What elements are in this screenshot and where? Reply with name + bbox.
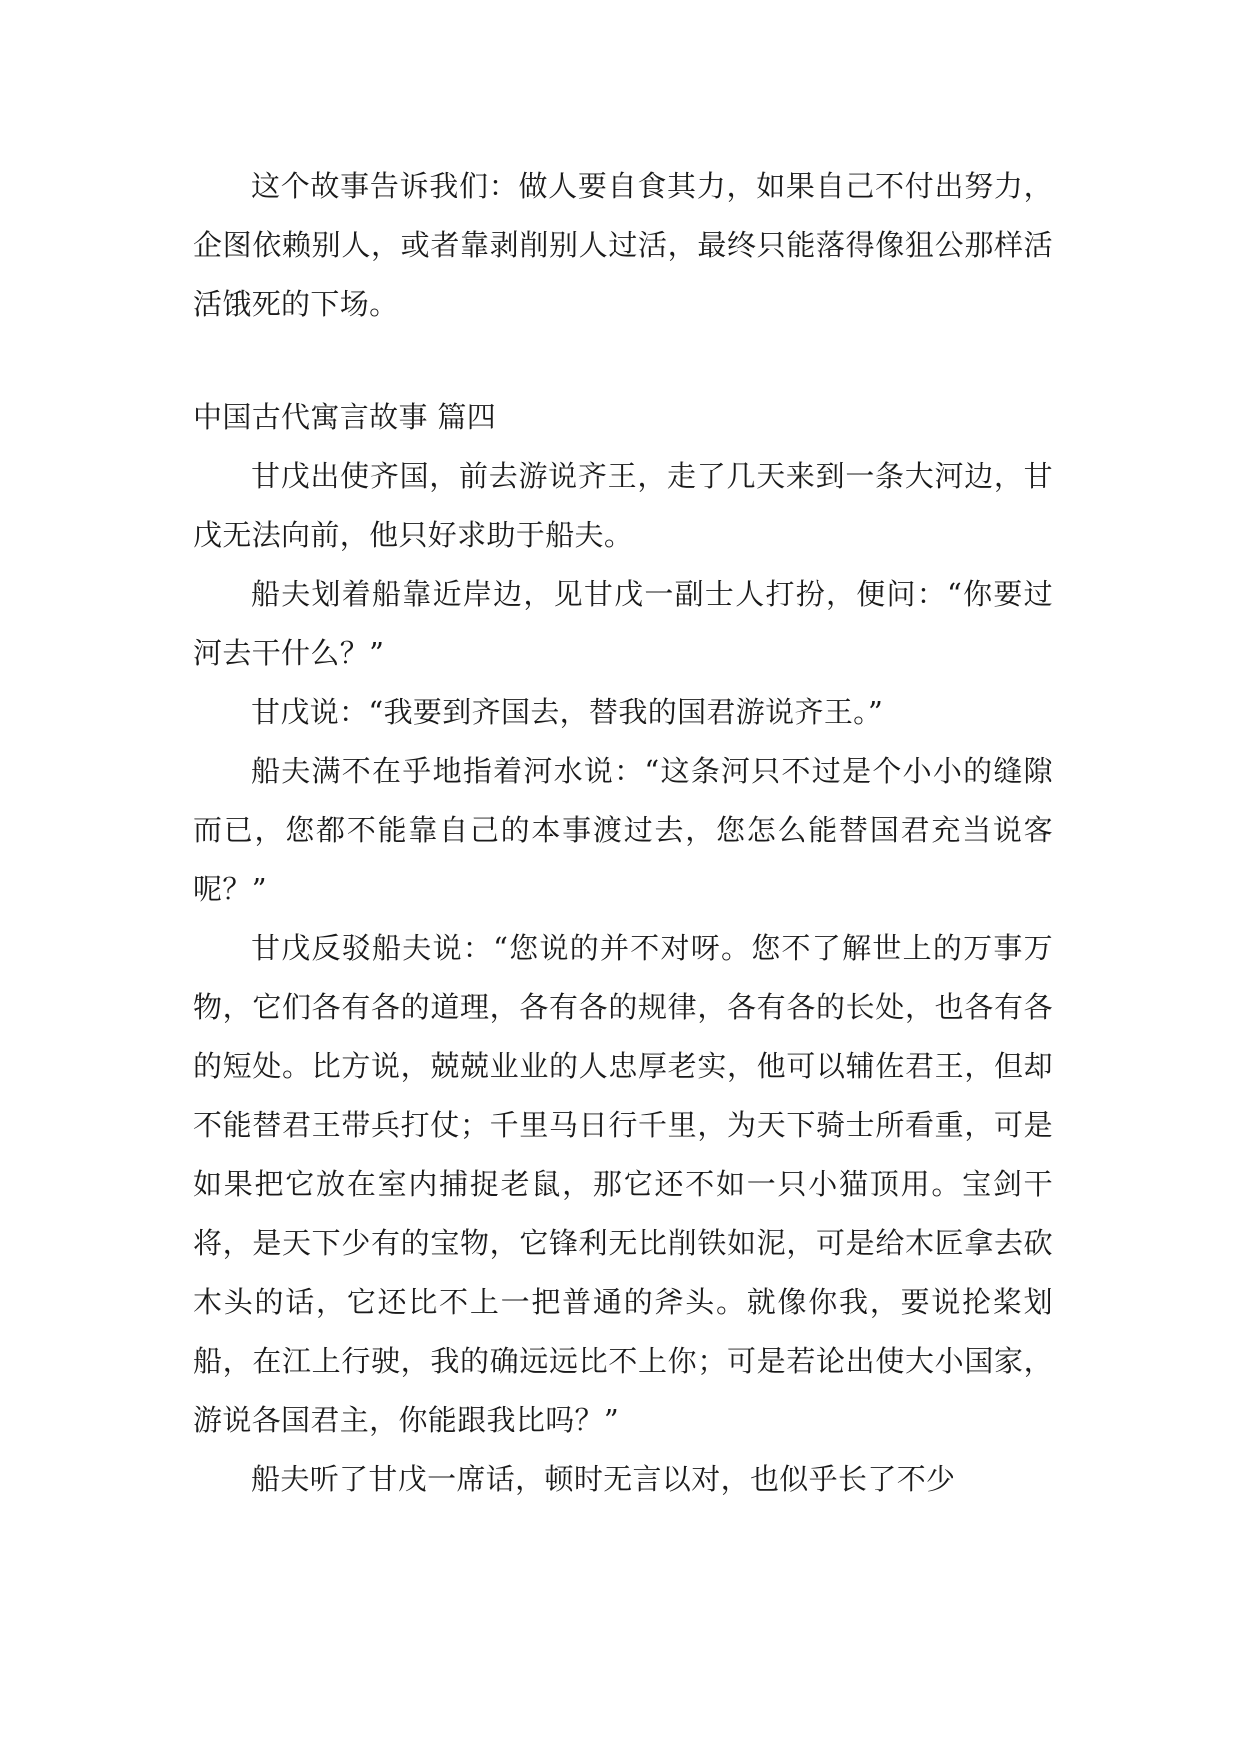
paragraph: 船夫划着船靠近岸边，见甘戊一副士人打扮，便问：“你要过河去干什么？” bbox=[193, 577, 1053, 670]
paragraph: 船夫满不在乎地指着河水说：“这条河只不过是个小小的缝隙而已，您都不能靠自己的本事渡过去，您怎么能替国君充当说客呢？” bbox=[193, 754, 1053, 906]
paragraph: 船夫听了甘戊一席话，顿时无言以对，也似乎长了不少 bbox=[251, 1462, 956, 1496]
paragraph-moral: 这个故事告诉我们：做人要自食其力，如果自己不付出努力，企图依赖别人，或者靠剥削别人过活，最终只能落得像狙公那样活活饿死的下场。 bbox=[193, 169, 1053, 321]
paragraph: 甘戊说：“我要到齐国去，替我的国君游说齐王。” bbox=[251, 695, 884, 729]
paragraph: 甘戊反驳船夫说：“您说的并不对呀。您不了解世上的万事万物，它们各有各的道理，各有各的规律，各有各的长处，也各有各的短处。比方说，兢兢业业的人忠厚老实，他可以辅佐君王，但却不能替君王带兵打仗；千里马日行千里，为天下骑士所看重，可是如果把它放在室内捕捉老鼠，那它还不如一只小猫顶用。宝剑干将，是天下少有的宝物，它锋利无比削铁如泥，可是给木匠拿去砍木头的话，它还比不上一把普通的斧头。就像你我，要说抡桨划船，在江上行驶，我的确远远比不上你；可是若论出使大小国家，游说各国君主，你能跟我比吗？” bbox=[193, 931, 1053, 1437]
section-heading: 中国古代寓言故事 篇四 bbox=[193, 400, 497, 434]
document-body bbox=[193, 157, 1053, 1509]
paragraph: 甘戊出使齐国，前去游说齐王，走了几天来到一条大河边，甘戊无法向前，他只好求助于船夫。 bbox=[193, 459, 1053, 552]
